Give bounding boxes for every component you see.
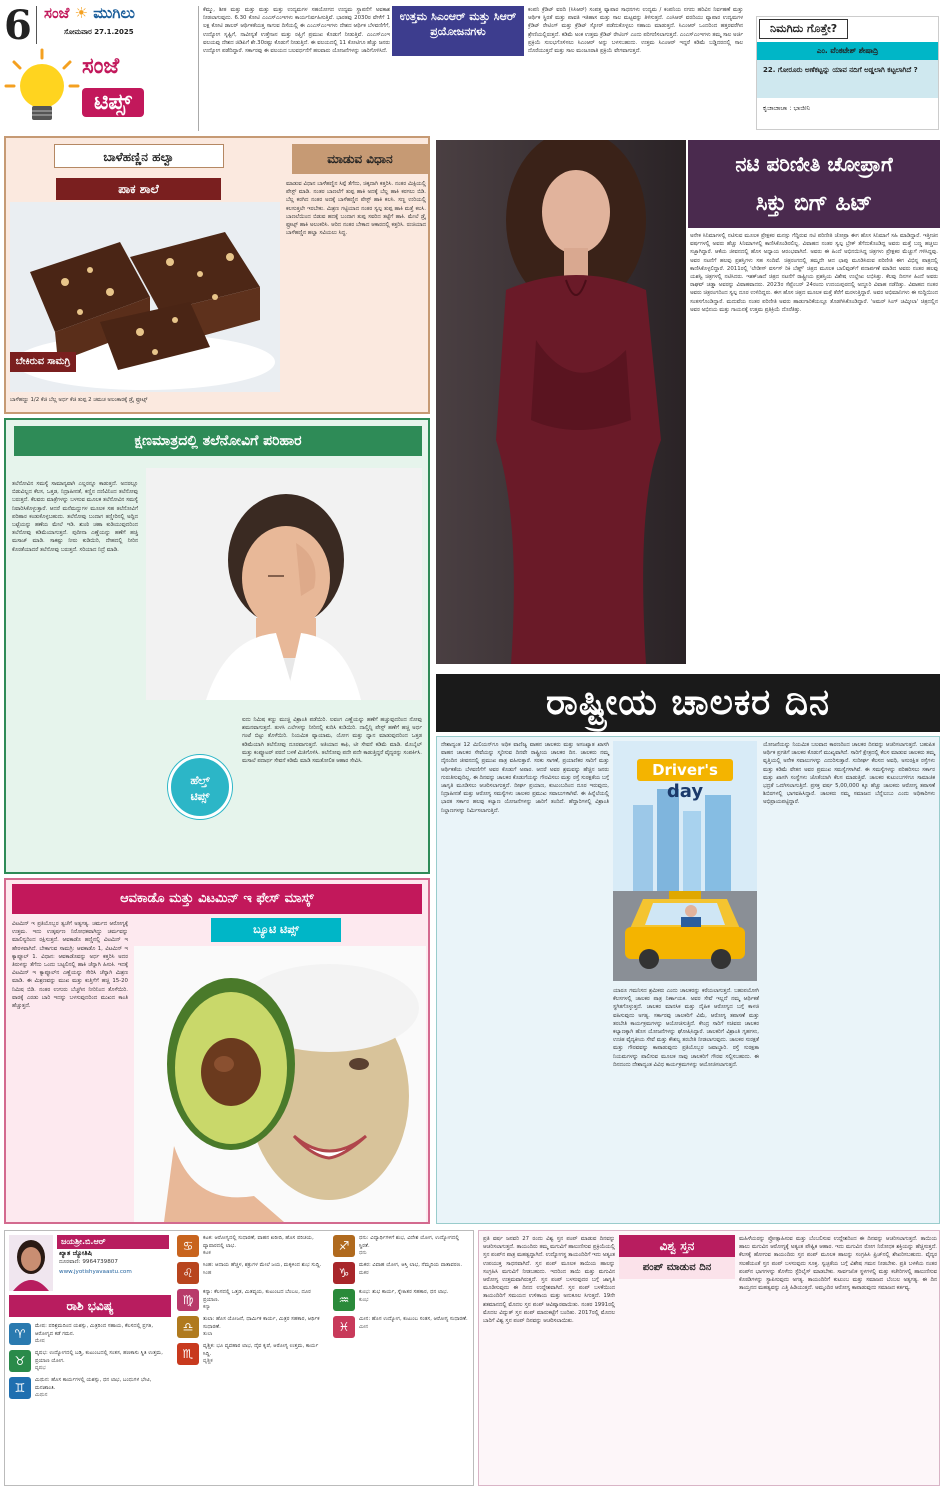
crab-icon: ♋ <box>177 1235 199 1257</box>
horoscope-sign-text: ವೃಶ್ಚಿಕ: ಭೂ ವ್ಯವಹಾರ ಲಾಭ, ದೈವ ಕೃಪೆ, ಆರೋಗ್ಯ ಉತ್ತಮ, ಕಾರ್ಯ ಸಿದ್ಧಿ. <box>203 1343 319 1357</box>
ingredients-text: ಬಾಳೆಹಣ್ಣು 1/2 ಕೆಜಿ ಬೆಲ್ಲ ಅರ್ಧ ಕೆಜಿ ತುಪ್ಪ 2 ಚಮಚ ಅಲಂಕಾರಕ್ಕೆ ಡ್ರೈ ಫ್ರೂಟ್ಸ್ <box>10 397 148 403</box>
astrologer-website[interactable]: www.jyotishyavaastu.com <box>59 1269 132 1275</box>
horoscope-sign-text: ಮೇಷ: ಪರಿಶ್ರಮದಿಂದ ಯಶಸ್ಸು, ಮಿತ್ರರಿಂದ ಸಹಾಯ, ಕೆಲಸದಲ್ಲಿ ಪ್ರಗತಿ, ಆರೋಗ್ಯದ ಕಡೆ ಗಮನ. <box>35 1323 154 1337</box>
quiz-author: ಎಂ. ವೆಂಕಟೇಶ್ ಶೇಷಾದ್ರಿ <box>757 42 938 60</box>
horoscope-sign-name: ಮೀನ <box>359 1323 369 1330</box>
parineeti-headline: ನಟಿ ಪರಿಣೀತಿ ಚೋಪ್ರಾಗೆ ಸಿಕ್ತು ಬಿಗ್ ಹಿಟ್ <box>688 140 940 228</box>
horoscope-sign-10 <box>333 1262 471 1284</box>
horoscope-sign-5 <box>177 1262 327 1284</box>
astrologer-phone: ದೂರವಾಣಿ: 9964739807 <box>59 1259 118 1265</box>
horoscope-sign-9 <box>333 1235 471 1257</box>
quiz-question: 22. ಗೋರೂರು ಅಣೆಕಟ್ಟನ್ನು ಯಾವ ನದಿಗೆ ಅಡ್ಡಲಾಗಿ ಕಟ್ಟಲಾಗಿದೆ ? <box>757 60 938 98</box>
twins-icon: ♊ <box>9 1377 31 1399</box>
facemask-title: ಆವಕಾಡೊ ಮತ್ತು ವಿಟಮಿನ್ ಇ ಫೇಸ್ ಮಾಸ್ಕ್ <box>12 884 422 914</box>
headache-photo <box>146 468 422 700</box>
breast-pump-col-2: ಮಹಿಳೆಯರನ್ನು ಪ್ರೋತ್ಸಾಹಿಸುವ ಮತ್ತು ಬೆಂಬಲಿಸುವ ಉದ್ದೇಶದಿಂದ ಈ ದಿನವನ್ನು ಆಚರಿಸಲಾಗುತ್ತದೆ. ತಾಯಿಯ ಹಾಲು ಮಗುವಿನ ಆರೋಗ್ಯಕ್ಕೆ ಅತ್ಯಂತ ಪೌಷ್ಟಿಕ ಆಹಾರ. ಇದು ಮಗುವಿನ ರೋಗ ನಿರೋಧಕ ಶಕ್ತಿಯನ್ನು ಹೆಚ್ಚಿಸುತ್ತದೆ. ಕೆಲಸಕ್ಕೆ ಹೋಗುವ ತಾಯಂದಿರು ಸ್ತನ ಪಂಪ್ ಮೂಲಕ ಹಾಲನ್ನು ಸಂಗ್ರಹಿಸಿ ಫ್ರಿಜ್‌ನಲ್ಲಿ ಶೇಖರಿಸಬಹುದು. ವೈದ್ಯರ ಸಲಹೆಯಂತೆ ಸ್ತನ ಪಂಪ್ ಬಳಸುವುದು ಸೂಕ್ತ. ಸ್ವಚ್ಛತೆಯ ಬಗ್ಗೆ ವಿಶೇಷ ಗಮನ ನೀಡಬೇಕು. ಪ್ರತಿ ಬಳಕೆಯ ನಂತರ ಪಂಪ್‌ನ ಭಾಗಗಳನ್ನು ತೊಳೆದು ಸ್ಟೆರಿಲೈಸ್ ಮಾಡಬೇಕು. ಸಾರ್ವಜನಿಕ ಸ್ಥಳಗಳಲ್ಲಿ ಮತ್ತು ಕಚೇರಿಗಳಲ್ಲಿ ಹಾಲುಣಿಸುವ ಕೊಠಡಿಗಳನ್ನು ಸ್ಥಾಪಿಸುವುದು ಅಗತ್ಯ. ತಾಯಂದಿರಿಗೆ ಕುಟುಂಬ ಮತ್ತು ಸಮಾಜದ ಬೆಂಬಲ ಅತ್ಯಗತ್ಯ. ಈ ದಿನ ತಾಯ್ತನದ ಮಹತ್ವವನ್ನು ಎತ್ತಿ ಹಿಡಿಯುತ್ತದೆ. ಅಮ್ಮಂದಿರ ಆರೋಗ್ಯ ಕಾಪಾಡುವುದು ಸಮಾಜದ ಕರ್ತವ್ಯ. <box>739 1236 937 1292</box>
astrologer-designation: ಖ್ಯಾತ ಜ್ಯೋತಿಷಿ <box>59 1249 93 1257</box>
horoscope-sign-2 <box>9 1350 171 1372</box>
avocado-face-photo <box>134 946 426 1222</box>
quiz-answer: ಕೃಜಾಜಾಚಾ : ಭಾಜೀನಿ <box>763 104 811 112</box>
horoscope-sign-text: ಮೀನ: ಹೊಸ ಉದ್ಯೋಗ, ಕುಟುಂಬ ಸಂತಸ, ಆರೋಗ್ಯ ಸುಧಾರಣೆ. <box>359 1316 468 1322</box>
horoscope-sign-3 <box>9 1377 171 1399</box>
goat-icon: ♑ <box>333 1262 355 1284</box>
horoscope-sign-6 <box>177 1289 327 1311</box>
section-title: ಸಂಜೆ <box>82 54 120 79</box>
facemask-text: ವಿಟಮಿನ್ ಇ ಪ್ರತಿಯೊಬ್ಬರ ತ್ವಚೆಗೆ ಅತ್ಯಗತ್ಯ. ಚರ್ಮದ ಆರೋಗ್ಯಕ್ಕೆ ಉತ್ತಮ. ಇದು ಉತ್ಕರ್ಷಣ ನಿರೋಧಕವಾಗಿದ್ದು ಚರ್ಮವನ್ನು ಮಾಲಿನ್ಯದಿಂದ ರಕ್ಷಿಸುತ್ತದೆ. ಆವಕಾಡೊ ಹಣ್ಣಿನಲ್ಲಿ ವಿಟಮಿನ್ ಇ ಹೇರಳವಾಗಿದೆ. ಬೇಕಾಗುವ ಸಾಮಗ್ರಿ: ಆವಕಾಡೊ 1, ವಿಟಮಿನ್ ಇ ಕ್ಯಾಪ್ಸೂಲ್ 1. ವಿಧಾನ: ಆವಕಾಡೊವನ್ನು ಅರ್ಧ ಕತ್ತರಿಸಿ ಅದರ ತಿರುಳನ್ನು ತೆಗೆದು ಒಂದು ಬಟ್ಟಲಿನಲ್ಲಿ ಹಾಕಿ ಚೆನ್ನಾಗಿ ಹಿಸುಕಿ. ಇದಕ್ಕೆ ವಿಟಮಿನ್ ಇ ಕ್ಯಾಪ್ಸೂಲ್‌ನ ಎಣ್ಣೆಯನ್ನು ಸೇರಿಸಿ ಚೆನ್ನಾಗಿ ಮಿಶ್ರಣ ಮಾಡಿ. ಈ ಮಿಶ್ರಣವನ್ನು ಮುಖ ಮತ್ತು ಕುತ್ತಿಗೆಗೆ ಹಚ್ಚಿ 15-20 ನಿಮಿಷ ಬಿಡಿ. ನಂತರ ಉಗುರು ಬೆಚ್ಚಗಿನ ನೀರಿನಿಂದ ತೊಳೆಯಿರಿ. ವಾರಕ್ಕೆ ಎರಡು ಬಾರಿ ಇದನ್ನು ಬಳಸುವುದರಿಂದ ಮುಖದ ಕಾಂತಿ ಹೆಚ್ಚುತ್ತದೆ. <box>12 921 128 1010</box>
drivers-day-body-wrap <box>436 736 940 1224</box>
quiz-box <box>756 16 939 130</box>
recipe-method-text: ಮಾಡುವ ವಿಧಾನ ಬಾಳೆಹಣ್ಣಿನ ಸಿಪ್ಪೆ ತೆಗೆದು, ಚಿಕ್ಕದಾಗಿ ಕತ್ತರಿಸಿ. ನಂತರ ಮಿಕ್ಸಿಯಲ್ಲಿ ಪೇಸ್ಟ್ ಮಾಡಿ. ನಂತರ ಬಾಣಲೆಗೆ ತುಪ್ಪ ಹಾಕಿ ಅದಕ್ಕೆ ಬೆಲ್ಲ ಹಾಕಿ ಕರಗಲು ಬಿಡಿ. ಬೆಲ್ಲ ಕರಗಿದ ನಂತರ ಅದಕ್ಕೆ ಬಾಳೆಹಣ್ಣಿನ ಪೇಸ್ಟ್ ಹಾಕಿ ಕಲಸಿ. ಸಣ್ಣ ಉರಿಯಲ್ಲಿ ಕಲಸುತ್ತಲೇ ಇರಬೇಕು. ಮಿಶ್ರಣ ಗಟ್ಟಿಯಾದ ನಂತರ ಸ್ವಲ್ಪ ತುಪ್ಪ ಹಾಕಿ ಮತ್ತೆ ಕಲಸಿ. ಬಾಣಲೆಯಿಂದ ಬಿಡುವ ಹದಕ್ಕೆ ಬಂದಾಗ ತುಪ್ಪ ಸವರಿದ ತಟ್ಟೆಗೆ ಹಾಕಿ. ಮೇಲೆ ಡ್ರೈ ಫ್ರೂಟ್ಸ್ ಹಾಕಿ ಅಲಂಕರಿಸಿ. ಆರಿದ ನಂತರ ಬೇಕಾದ ಆಕಾರದಲ್ಲಿ ಕತ್ತರಿಸಿ. ರುಚಿಯಾದ ಬಾಳೆಹಣ್ಣಿನ ಹಲ್ವಾ ಸವಿಯಲು ಸಿದ್ಧ. <box>286 181 426 237</box>
horoscope-sign-name: ಮೇಷ <box>35 1338 45 1344</box>
horoscope-signs-col-3 <box>333 1235 471 1343</box>
horoscope-sign-name: ಮಕರ <box>359 1269 369 1276</box>
horoscope-signs-col-1 <box>9 1323 171 1404</box>
breast-pump-headline: ವಿಶ್ವ ಸ್ತನ ಪಂಪ್ ಮಾಡುವ ದಿನ <box>619 1235 735 1287</box>
top-story-headline: ಉತ್ತಮ ಸಿಎಂಆರ್ ಮತ್ತು ಸಿಆರ್ ಪ್ರಯೋಜನಗಳು <box>392 6 524 56</box>
ingredients-title: ಬೇಕಿರುವ ಸಾಮಗ್ರಿ <box>10 352 76 372</box>
scales-icon: ♎ <box>177 1316 199 1338</box>
horoscope-sign-name: ವೃಷಭ <box>35 1365 46 1371</box>
horoscope-sign-text: ಸಿಂಹ: ಆದಾಯ ಹೆಚ್ಚಳ, ಶತ್ರುಗಳ ಮೇಲೆ ಜಯ, ಮಕ್ಕಳಿಂದ ಶುಭ ಸುದ್ದಿ. <box>203 1262 322 1268</box>
recipe-title: ಬಾಳೆಹಣ್ಣಿನ ಹಲ್ವಾ <box>54 144 224 168</box>
horoscope-sign-name: ವೃಶ್ಚಿಕ <box>203 1358 213 1364</box>
astrologer-name: ಜಯಶ್ರೀ.ಬಿ.ಆರ್ <box>57 1235 169 1249</box>
archer-icon: ♐ <box>333 1235 355 1257</box>
scorpion-icon: ♏ <box>177 1343 199 1365</box>
top-story-body: ಕಂಪನಿ ಕ್ರೆಡಿಟ್ ವರದಿ (ಸಿಸಿಆರ್) ಸಂಪತ್ತ ವ್ಯಾಪಾರ ಸಾಧನಗಳು ಉದ್ಯಮ / ಕಂಪನಿಯ ನಗದು ಹರಿವಿನ ನಿರ್ವಹಣೆ ಮತ್ತು ಆರ್ಥಿಕ ಸ್ಥಿರತೆ ಮತ್ತು ಪಾವತಿ ಇತಿಹಾಸ ಮತ್ತು ಸಾಲ ಮಟ್ಟವನ್ನು ತಿಳಿಸುತ್ತದೆ. ಎಂಸಿಆರ್ ವರದಿಯು ವ್ಯಾಪಾರ ಉದ್ಯಮಗಳ ಕ್ರೆಡಿಟ್ ರೇಟಿಂಗ್ ಮತ್ತು ಕ್ರೆಡಿಟ್ ಸ್ಕೋರ್ ಪಡೆದುಕೊಳ್ಳಲು ಸಹಾಯ ಮಾಡುತ್ತದೆ. ಸಿಎಂಆರ್ ಒಂದರಿಂದ ಹತ್ತರವರೆಗಿನ ಶ್ರೇಣಿಯಲ್ಲಿರುತ್ತದೆ. ಕಡಿಮೆ ಅಂಕ ಉತ್ತಮ ಕ್ರೆಡಿಟ್ ರೇಟಿಂಗ್ ಎಂದು ಪರಿಗಣಿಸಲಾಗುತ್ತದೆ. ಎಂಎಸ್‌ಎಂಇಗಳು ತಮ್ಮ ಸಾಲ ಅರ್ಜಿ ಪ್ರಕ್ರಿಯೆ ಸುಲಭಗೊಳಿಸಲು ಸಿಎಂಆರ್ ಅನ್ನು ಬಳಸಬಹುದು. ಉತ್ತಮ ಸಿಎಂಆರ್ ಇದ್ದರೆ ಕಡಿಮೆ ಬಡ್ಡಿದರದಲ್ಲಿ ಸಾಲ ದೊರೆಯುತ್ತದೆ ಮತ್ತು ಸಾಲ ಮಂಜೂರಾತಿ ಪ್ರಕ್ರಿಯೆ ವೇಗವಾಗುತ್ತದೆ. <box>528 7 743 55</box>
beauty-tips-badge: ಬ್ಯೂಟಿ ಟಿಪ್ಸ್ <box>211 918 341 942</box>
horoscope-sign-name: ತುಲಾ <box>203 1331 213 1337</box>
maiden-icon: ♍ <box>177 1289 199 1311</box>
drivers-day-badge: Driver's day <box>637 759 733 815</box>
facemask-section <box>4 878 430 1224</box>
horoscope-sign-name: ಮಿಥುನ <box>35 1392 48 1398</box>
sun-logo-icon: ☀ <box>74 4 88 22</box>
horoscope-sign-text: ಕಟಕ: ಆರೋಗ್ಯದಲ್ಲಿ ಸುಧಾರಣೆ, ವಾಹನ ಖರೀದಿ, ಹೊಸ ಪರಿಚಯ, ವ್ಯಾಪಾರದಲ್ಲಿ ಲಾಭ. <box>203 1235 314 1249</box>
parineeti-photo <box>436 140 686 664</box>
paper-name: ಸಂಜೆ ☀ ಮುಗಿಲು <box>44 4 135 22</box>
headache-section <box>4 418 430 874</box>
horoscope-sign-name: ಕುಂಭ <box>359 1296 369 1303</box>
drivers-day-col-1: ದೇಶಾದ್ಯಂತ 12 ಮಿಲಿಯನ್‌ಗೂ ಅಧಿಕ ವಾಣಿಜ್ಯ ವಾಹನ ಚಾಲಕರು ಮತ್ತು ಅಸಂಖ್ಯಾತ ಖಾಸಗಿ ವಾಹನ ಚಾಲಕರ ಸೇವೆಯನ್ನು ಸ್ಮರಿಸುವ ದಿನವೇ ರಾಷ್ಟ್ರೀಯ ಚಾಲಕರ ದಿನ. ಚಾಲಕರು ನಮ್ಮ ದೈನಂದಿನ ಜೀವನದಲ್ಲಿ ಪ್ರಮುಖ ಪಾತ್ರ ವಹಿಸುತ್ತಾರೆ. ಸರಕು ಸಾಗಣೆ, ಪ್ರಯಾಣಿಕರ ಸಾರಿಗೆ ಮತ್ತು ಆರ್ಥಿಕತೆಯ ಬೆಳವಣಿಗೆಗೆ ಅವರ ಕೊಡುಗೆ ಅಪಾರ. ಆದರೆ ಅವರ ಶ್ರಮವನ್ನು ಹೆಚ್ಚಿನ ಜನರು ಗುರುತಿಸುವುದಿಲ್ಲ. ಈ ದಿನವನ್ನು ಚಾಲಕರ ಕೊಡುಗೆಯನ್ನು ಗೌರವಿಸಲು ಮತ್ತು ರಸ್ತೆ ಸುರಕ್ಷತೆಯ ಬಗ್ಗೆ ಜಾಗೃತಿ ಮೂಡಿಸಲು ಆಚರಿಸಲಾಗುತ್ತದೆ. ದೀರ್ಘ ಪ್ರಯಾಣ, ಕುಟುಂಬದಿಂದ ದೂರ ಇರುವುದು, ನಿದ್ರಾಹೀನತೆ ಮತ್ತು ಆರೋಗ್ಯ ಸಮಸ್ಯೆಗಳು ಚಾಲಕರ ಪ್ರಮುಖ ಸವಾಲುಗಳಾಗಿವೆ. ಈ ಹಿನ್ನೆಲೆಯಲ್ಲಿ ಭಾರತ ಸರ್ಕಾರ ಹಲವು ಕಲ್ಯಾಣ ಯೋಜನೆಗಳನ್ನು ಜಾರಿಗೆ ತಂದಿದೆ. ಹೆದ್ದಾರಿಗಳಲ್ಲಿ ವಿಶ್ರಾಂತಿ ನಿಲ್ದಾಣಗಳನ್ನು ನಿರ್ಮಿಸಲಾಗುತ್ತಿದೆ. <box>441 742 609 814</box>
horoscope-sign-name: ಕನ್ಯಾ <box>203 1304 211 1310</box>
headache-title: ಕ್ಷಣಮಾತ್ರದಲ್ಲಿ ತಲೆನೋವಿಗೆ ಪರಿಹಾರ <box>14 426 422 456</box>
horoscope-sign-12 <box>333 1316 471 1338</box>
quiz-title: ನಿಮಗಿದು ಗೊತ್ತೇ? <box>759 19 848 39</box>
ram-icon: ♈ <box>9 1323 31 1345</box>
pot-icon: ♒ <box>333 1289 355 1311</box>
parineeti-photo-wrap <box>436 140 686 664</box>
health-tips-badge: ಹೆಲ್ತ್ ಟಿಪ್ಸ್ <box>168 755 232 819</box>
horoscope-sign-1 <box>9 1323 171 1345</box>
horoscope-sign-text: ಧನು: ವಿದ್ಯಾರ್ಥಿಗಳಿಗೆ ಶುಭ, ವಿದೇಶ ಯೋಗ, ಉದ್ಯೋಗದಲ್ಲಿ ಸ್ಥಿರತೆ. <box>359 1235 460 1249</box>
section-subtitle: ಟಿಪ್ಸ್ <box>82 88 144 117</box>
breast-pump-section <box>478 1230 940 1486</box>
recipe-section <box>4 136 430 414</box>
horoscope-sign-text: ವೃಷಭ: ಉದ್ಯೋಗದಲ್ಲಿ ಬಡ್ತಿ, ಕುಟುಂಬದಲ್ಲಿ ಸಂತಸ, ಹಣಕಾಸು ಸ್ಥಿತಿ ಉತ್ತಮ, ಪ್ರಯಾಣ ಯೋಗ. <box>35 1350 163 1364</box>
page-number: 6 <box>4 2 32 49</box>
headache-bottom-text: ಐದು ನಿಮಿಷ ಕಣ್ಣು ಮುಚ್ಚಿ ವಿಶ್ರಾಂತಿ ಪಡೆಯಿರಿ. ಲವಂಗ ಎಣ್ಣೆಯನ್ನು ಹಣೆಗೆ ಹಚ್ಚುವುದರಿಂದ ನೋವು ಶಮನವಾಗುತ್ತದೆ. ತುಳಸಿ ಎಲೆಗಳನ್ನು ನೀರಿನಲ್ಲಿ ಕುದಿಸಿ ಕುಡಿಯಿರಿ. ದಾಲ್ಚಿನ್ನಿ ಪೇಸ್ಟ್ ಹಣೆಗೆ ಹಚ್ಚಿ ಅರ್ಧ ಗಂಟೆ ಬಿಟ್ಟು ತೊಳೆಯಿರಿ. ನಿಯಮಿತ ವ್ಯಾಯಾಮ, ಯೋಗ ಮತ್ತು ಧ್ಯಾನ ಮಾಡುವುದರಿಂದ ಒತ್ತಡ ಕಡಿಮೆಯಾಗಿ ತಲೆನೋವು ದೂರವಾಗುತ್ತದೆ. ಅತಿಯಾದ ಕಾಫಿ, ಟೀ ಸೇವನೆ ಕಡಿಮೆ ಮಾಡಿ. ಮೊಬೈಲ್ ಮತ್ತು ಕಂಪ್ಯೂಟರ್ ಪರದೆ ಬಳಕೆ ಮಿತಿಗೊಳಿಸಿ. ತಲೆನೋವು ಪದೇ ಪದೇ ಕಾಡುತ್ತಿದ್ದರೆ ವೈದ್ಯರನ್ನು ಸಂಪರ್ಕಿಸಿ. ಮಸಾಲೆ ಪದಾರ್ಥ ಸೇವನೆ ಕಡಿಮೆ ಮಾಡಿ ಸಮತೋಲಿತ ಆಹಾರ ಸೇವಿಸಿ. <box>242 717 422 765</box>
headache-left-text: ತಲೆನೋವಿನ ಸಮಸ್ಯೆ ಸಾಮಾನ್ಯವಾಗಿ ಎಲ್ಲರನ್ನೂ ಕಾಡುತ್ತದೆ. ಅದರಲ್ಲೂ ಬಿಡುವಿಲ್ಲದ ಕೆಲಸ, ಒತ್ತಡ, ನಿದ್ರಾಹೀನತೆ, ಕಣ್ಣಿನ ದಣಿವಿನಿಂದ ತಲೆನೋವು ಬರುತ್ತದೆ. ಕೆಲವರು ಮಾತ್ರೆಗಳನ್ನು ಬಳಸುವ ಮೂಲಕ ತಲೆನೋವಿನ ಸಮಸ್ಯೆ ನಿವಾರಿಸಿಕೊಳ್ಳುತ್ತಾರೆ. ಆದರೆ ಮನೆಮದ್ದುಗಳ ಮೂಲಕ ಸಹ ತಲೆನೋವಿಗೆ ಪರಿಹಾರ ಕಂಡುಕೊಳ್ಳಬಹುದು. ತಲೆನೋವು ಬಂದಾಗ ತಣ್ಣೀರಿನಲ್ಲಿ ಅದ್ದಿದ ಬಟ್ಟೆಯನ್ನು ಹಣೆಯ ಮೇಲೆ ಇಡಿ. ಶುಂಠಿ ಚಹಾ ಕುಡಿಯುವುದರಿಂದ ತಲೆನೋವು ಕಡಿಮೆಯಾಗುತ್ತದೆ. ಪುದೀನಾ ಎಣ್ಣೆಯನ್ನು ಹಣೆಗೆ ಹಚ್ಚಿ ಮಸಾಜ್ ಮಾಡಿ. ಸಾಕಷ್ಟು ನೀರು ಕುಡಿಯಿರಿ, ದೇಹದಲ್ಲಿ ನೀರಿನ ಕೊರತೆಯಾದರೆ ತಲೆನೋವು ಬರುತ್ತದೆ. ಸರಿಯಾದ ನಿದ್ರೆ ಮಾಡಿ. <box>12 481 138 553</box>
horoscope-sign-4 <box>177 1235 327 1257</box>
bull-icon: ♉ <box>9 1350 31 1372</box>
horoscope-sign-name: ಸಿಂಹ <box>203 1269 212 1276</box>
horoscope-sign-text: ಕನ್ಯಾ: ಕೆಲಸದಲ್ಲಿ ಒತ್ತಡ, ಮಿತವ್ಯಯ, ಕುಟುಂಬದ ಬೆಂಬಲ, ದೂರ ಪ್ರಯಾಣ. <box>203 1289 311 1303</box>
recipe-section-label: ಪಾಕ ಶಾಲೆ <box>56 178 221 200</box>
fish-icon: ♓ <box>333 1316 355 1338</box>
horoscope-sign-name: ಧನು <box>359 1250 367 1256</box>
breast-pump-col-1: ಪ್ರತಿ ವರ್ಷ ಜನವರಿ 27 ರಂದು ವಿಶ್ವ ಸ್ತನ ಪಂಪ್ ಮಾಡುವ ದಿನವನ್ನು ಆಚರಿಸಲಾಗುತ್ತದೆ. ತಾಯಂದಿರು ತಮ್ಮ ಮಗುವಿಗೆ ಹಾಲುಣಿಸುವ ಪ್ರಕ್ರಿಯೆಯಲ್ಲಿ ಸ್ತನ ಪಂಪ್‌ನ ಪಾತ್ರ ಮಹತ್ವದ್ದಾಗಿದೆ. ಉದ್ಯೋಗಸ್ಥ ತಾಯಂದಿರಿಗೆ ಇದು ಅತ್ಯಂತ ಉಪಯುಕ್ತ ಸಾಧನವಾಗಿದೆ. ಸ್ತನ ಪಂಪ್ ಮೂಲಕ ತಾಯಿಯ ಹಾಲನ್ನು ಸಂಗ್ರಹಿಸಿ ಮಗುವಿಗೆ ನೀಡಬಹುದು. ಇದರಿಂದ ತಾಯಿ ಮತ್ತು ಮಗುವಿನ ಆರೋಗ್ಯ ಉತ್ತಮವಾಗಿರುತ್ತದೆ. ಸ್ತನ ಪಂಪ್ ಬಳಸುವುದರ ಬಗ್ಗೆ ಜಾಗೃತಿ ಮೂಡಿಸುವುದು ಈ ದಿನದ ಉದ್ದೇಶವಾಗಿದೆ. ಸ್ತನ ಪಂಪ್ ಬಳಕೆಯಿಂದ ತಾಯಂದಿರಿಗೆ ಸಮಯದ ಉಳಿತಾಯ ಮತ್ತು ಅನುಕೂಲ ಸಿಗುತ್ತದೆ. 19ನೇ ಶತಮಾನದಲ್ಲಿ ಮೊದಲ ಸ್ತನ ಪಂಪ್ ಆವಿಷ್ಕಾರವಾಯಿತು. ನಂತರ 1991ರಲ್ಲಿ ಮೊದಲ ವಿದ್ಯುತ್ ಸ್ತನ ಪಂಪ್ ಮಾರುಕಟ್ಟೆಗೆ ಬಂದಿತು. 2017ರಲ್ಲಿ ಮೊದಲ ಬಾರಿಗೆ ವಿಶ್ವ ಸ್ತನ ಪಂಪ್ ದಿನವನ್ನು ಆಚರಿಸಲಾಯಿತು. <box>483 1236 615 1325</box>
horoscope-sign-text: ಮಿಥುನ: ಹೊಸ ಕಾರ್ಯಗಳಲ್ಲಿ ಯಶಸ್ಸು, ಧನ ಲಾಭ, ಬಂಧುಗಳ ಭೇಟಿ, ಮನಃಶಾಂತಿ. <box>35 1377 152 1391</box>
astrologer-photo <box>9 1235 53 1291</box>
horoscope-signs-col-2 <box>177 1235 327 1370</box>
method-title: ಮಾಡುವ ವಿಧಾನ <box>292 144 428 174</box>
horoscope-sign-8 <box>177 1343 327 1365</box>
horoscope-sign-name: ಕಟಕ <box>203 1250 211 1256</box>
masthead <box>0 0 196 130</box>
horoscope-sign-7 <box>177 1316 327 1338</box>
horoscope-sign-text: ತುಲಾ: ಹೊಸ ಯೋಜನೆ, ಧಾರ್ಮಿಕ ಕಾರ್ಯ, ಮಿತ್ರರ ಸಹಕಾರ, ಆರ್ಥಿಕ ಸುಧಾರಣೆ. <box>203 1316 320 1330</box>
drivers-day-col-2: ಯಾರೂ ಗಮನಿಸದ ಶ್ರಮಿಕರು ಎಂದು ಚಾಲಕರನ್ನು ಕರೆಯಲಾಗುತ್ತದೆ. ಬಹುಪಯೋಗಿ ಕೆಲಸಗಳಲ್ಲಿ ಚಾಲಕರ ಪಾತ್ರ ನಿರ್ಣಾಯಕ. ಅವರ ಸೇವೆ ಇಲ್ಲದೆ ನಮ್ಮ ಆರ್ಥಿಕತೆ ಸ್ಥಗಿತಗೊಳ್ಳುತ್ತದೆ. ಚಾಲಕರ ಮಾನಸಿಕ ಮತ್ತು ದೈಹಿಕ ಆರೋಗ್ಯದ ಬಗ್ಗೆ ಕಾಳಜಿ ವಹಿಸುವುದು ಅಗತ್ಯ. ಸರ್ಕಾರವು ಚಾಲಕರಿಗೆ ವಿಮೆ, ಆರೋಗ್ಯ ತಪಾಸಣೆ ಮತ್ತು ತರಬೇತಿ ಕಾರ್ಯಕ್ರಮಗಳನ್ನು ಆಯೋಜಿಸುತ್ತಿದೆ. ಕೇಂದ್ರ ಸಾರಿಗೆ ಸಚಿವರು ಚಾಲಕರ ಕಲ್ಯಾಣಕ್ಕಾಗಿ ಹೊಸ ಯೋಜನೆಗಳನ್ನು ಘೋಷಿಸಿದ್ದಾರೆ. ಚಾಲಕರಿಗೆ ವಿಶ್ರಾಂತಿ ಗೃಹಗಳು, ಉಚಿತ ವೈದ್ಯಕೀಯ ಸೇವೆ ಮತ್ತು ಕೌಶಲ್ಯ ತರಬೇತಿ ನೀಡಲಾಗುವುದು. ಚಾಲಕರ ಸುರಕ್ಷತೆ ಮತ್ತು ಗೌರವವನ್ನು ಕಾಪಾಡುವುದು ಪ್ರತಿಯೊಬ್ಬರ ಜವಾಬ್ದಾರಿ. ರಸ್ತೆ ಸುರಕ್ಷತಾ ನಿಯಮಗಳನ್ನು ಪಾಲಿಸುವ ಮೂಲಕ ನಾವು ಚಾಲಕರಿಗೆ ಗೌರವ ಸಲ್ಲಿಸಬಹುದು. ಈ ದಿನದಂದು ದೇಶಾದ್ಯಂತ ವಿವಿಧ ಕಾರ್ಯಕ್ರಮಗಳನ್ನು ಆಯೋಜಿಸಲಾಗುತ್ತದೆ. <box>613 988 759 1068</box>
horoscope-sign-text: ಕುಂಭ: ಶುಭ ಕಾರ್ಯ, ಸ್ನೇಹಿತರ ಸಹಕಾರ, ಧನ ಲಾಭ. <box>359 1289 449 1295</box>
horoscope-sign-text: ಮಕರ: ವಿವಾಹ ಯೋಗ, ಆಸ್ತಿ ಲಾಭ, ನೆಮ್ಮದಿಯ ವಾತಾವರಣ. <box>359 1262 462 1268</box>
issue-date: ಸೋಮವಾರ 27.1.2025 <box>64 28 134 36</box>
lightbulb-icon <box>4 48 80 128</box>
drivers-day-col-3: ಯೋಜನೆಯನ್ನು ನಿಯಮಿತ ಬಲವಾದ ಕಾರಣದಿಂದ ಚಾಲಕರ ದಿನವನ್ನು ಆಚರಿಸಲಾಗುತ್ತದೆ. ಬಹುಪಿತ ಆರ್ಥಿಕ ಪ್ರಗತಿಗೆ ಚಾಲಕರ ಕೊಡುಗೆ ಮುಖ್ಯವಾಗಿದೆ. ಸಾರಿಗೆ ಕ್ಷೇತ್ರದಲ್ಲಿ ಕೆಲಸ ಮಾಡುವ ಚಾಲಕರು ತಮ್ಮ ವೃತ್ತಿಯಲ್ಲಿ ಅನೇಕ ಸವಾಲುಗಳನ್ನು ಎದುರಿಸುತ್ತಾರೆ. ಸುದೀರ್ಘ ಕೆಲಸದ ಅವಧಿ, ಅಸುರಕ್ಷಿತ ರಸ್ತೆಗಳು ಮತ್ತು ಕಡಿಮೆ ವೇತನ ಅವರ ಪ್ರಮುಖ ಸಮಸ್ಯೆಗಳಾಗಿವೆ. ಈ ಸಮಸ್ಯೆಗಳನ್ನು ಪರಿಹರಿಸಲು ಸರ್ಕಾರ ಮತ್ತು ಖಾಸಗಿ ಸಂಸ್ಥೆಗಳು ಜೊತೆಯಾಗಿ ಕೆಲಸ ಮಾಡುತ್ತಿವೆ. ಚಾಲಕರ ಕುಟುಂಬಗಳಿಗೂ ಸಾಮಾಜಿಕ ಭದ್ರತೆ ಒದಗಿಸಲಾಗುತ್ತಿದೆ. ಪ್ರಸಕ್ತ ವರ್ಷ 5,00,000 ಕ್ಕೂ ಹೆಚ್ಚು ಚಾಲಕರು ಆರೋಗ್ಯ ತಪಾಸಣೆ ಶಿಬಿರಗಳಲ್ಲಿ ಭಾಗವಹಿಸಿದ್ದಾರೆ. ಚಾಲಕರು ನಮ್ಮ ಸಮಾಜದ ಬೆನ್ನೆಲುಬು ಎಂದು ಅಧಿಕಾರಿಗಳು ಅಭಿಪ್ರಾಯಪಟ್ಟಿದ್ದಾರೆ. <box>763 742 935 806</box>
horoscope-sign-11 <box>333 1289 471 1311</box>
top-story-lead: ಕೆಮ್ಮು, ಶೀತ ಮತ್ತು ಮತ್ತು ಮತ್ತು ಮತ್ತು ಉದ್ಯಮಗಳ ಸಹಯೋಗದ ಉದ್ಯಮ ಸ್ಥಾಪನೆಗೆ ಅವಕಾಶ ನೀಡಲಾಗುವುದು. 6.30 ಕೋಟಿ ಎಂಎಸ್‌ಎಂಇಗಳು ಕಾರ್ಯನಿರ್ವಹಿಸುತ್ತಿವೆ. ಭಾರತವು 2030ರ ವೇಳೆಗೆ 1 ಲಕ್ಷ ಕೋಟಿ ಡಾಲರ್ ಆರ್ಥಿಕತೆಯತ್ತ ಸಾಗುವ ದಿಸೆಯಲ್ಲಿ ಈ ಎಂಎಸ್‌ಎಂಇಗಳು ದೇಶದ ಆರ್ಥಿಕ ಬೆಳವಣಿಗೆಗೆ, ಉದ್ಯೋಗ ಸೃಷ್ಟಿಗೆ, ನಾವೀನ್ಯತೆ ಉತ್ತೇಜನ ಮತ್ತು ರಫ್ತಿಗೆ ಪ್ರಮುಖ ಕೊಡುಗೆ ನೀಡುತ್ತಿವೆ. ಎಂಎಸ್‌ಎಂಇ ವಲಯವು ದೇಶದ ಜಿಡಿಪಿಗೆ ಶೇ.30ರಷ್ಟು ಕೊಡುಗೆ ನೀಡುತ್ತಿದೆ. ಈ ವಲಯದಲ್ಲಿ 11 ಕೋಟಿಗೂ ಹೆಚ್ಚು ಜನರು ಉದ್ಯೋಗ ಪಡೆದಿದ್ದಾರೆ. ಸರ್ಕಾರವು ಈ ವಲಯದ ಬಲವರ್ಧನೆಗೆ ಹಲವಾರು ಯೋಜನೆಗಳನ್ನು ಜಾರಿಗೊಳಿಸಿದೆ. <box>198 6 390 131</box>
drivers-day-headline: ರಾಷ್ಟ್ರೀಯ ಚಾಲಕರ ದಿನ <box>436 674 940 732</box>
parineeti-body: ಅನೇಕ ಸಿನಿಮಾಗಳಲ್ಲಿ ನಟಿಸುವ ಮೂಲಕ ಪ್ರೇಕ್ಷಕರ ಮನಸ್ಸು ಗೆದ್ದಿರುವ ನಟಿ ಪರಿಣೀತಿ ಚೋಪ್ರಾ ಈಗ ಹೊಸ ಸಿನಿಮಾಗೆ ಸಹಿ ಮಾಡಿದ್ದಾರೆ. ಇತ್ತೀಚಿನ ವರ್ಷಗಳಲ್ಲಿ ಅವರು ಹೆಚ್ಚು ಸಿನಿಮಾಗಳಲ್ಲಿ ಕಾಣಿಸಿಕೊಂಡಿರಲಿಲ್ಲ. ವಿವಾಹದ ನಂತರ ಸ್ವಲ್ಪ ಬ್ರೇಕ್ ತೆಗೆದುಕೊಂಡಿದ್ದ ಅವರು ಮತ್ತೆ ಬಣ್ಣ ಹಚ್ಚಲು ಸಜ್ಜಾಗಿದ್ದಾರೆ. ಆಕೆಯ ಜೀವನದಲ್ಲಿ ಹೊಸ ಅಧ್ಯಾಯ ಆರಂಭವಾಗಿದೆ. ಅವರು ಈ ಹಿಂದೆ ಅಭಿನಯಿಸಿದ್ದ ಚಿತ್ರಗಳು ಪ್ರೇಕ್ಷಕರ ಮೆಚ್ಚುಗೆ ಗಳಿಸಿದ್ದವು. ಅವರ ನಟನೆಗೆ ಹಲವು ಪ್ರಶಸ್ತಿಗಳು ಸಹ ಸಂದಿವೆ. ಚಿತ್ರರಂಗದಲ್ಲಿ ತಮ್ಮದೇ ಆದ ಛಾಪು ಮೂಡಿಸಿರುವ ಪರಿಣೀತಿ ಈಗ ವಿಭಿನ್ನ ಪಾತ್ರದಲ್ಲಿ ಕಾಣಿಸಿಕೊಳ್ಳಲಿದ್ದಾರೆ. 2011ರಲ್ಲಿ 'ಲೇಡೀಸ್ ವರ್ಸಸ್ ರಿಕಿ ಬೆಹ್ಲ್' ಚಿತ್ರದ ಮೂಲಕ ಬಾಲಿವುಡ್‌ಗೆ ಪದಾರ್ಪಣೆ ಮಾಡಿದ ಅವರು ನಂತರ ಹಲವು ಯಶಸ್ವಿ ಚಿತ್ರಗಳಲ್ಲಿ ನಟಿಸಿದರು. ಇಶಕ್‌ಜಾದೆ ಚಿತ್ರದ ನಟನೆಗೆ ರಾಷ್ಟ್ರೀಯ ಪ್ರಶಸ್ತಿಯ ವಿಶೇಷ ಉಲ್ಲೇಖ ಲಭಿಸಿತ್ತು. ಕೆಲವು ದಿನಗಳ ಹಿಂದೆ ಅವರು ರಾಘವ್ ಚಡ್ಡಾ ಅವರನ್ನು ವಿವಾಹವಾದರು. 2023ರ ಸೆಪ್ಟೆಂಬರ್ 24ರಂದು ಉದಯಪುರದಲ್ಲಿ ಅದ್ದೂರಿ ವಿವಾಹ ನಡೆದಿತ್ತು. ವಿವಾಹದ ನಂತರ ಅವರು ಚಿತ್ರರಂಗದಿಂದ ಸ್ವಲ್ಪ ದೂರ ಉಳಿದಿದ್ದರು. ಈಗ ಹೊಸ ಚಿತ್ರದ ಮೂಲಕ ಮತ್ತೆ ತೆರೆಗೆ ಮರಳುತ್ತಿದ್ದಾರೆ. ಅವರ ಅಭಿಮಾನಿಗಳು ಈ ಸುದ್ದಿಯಿಂದ ಸಂತಸಗೊಂಡಿದ್ದಾರೆ. ಮದುವೆಯ ನಂತರ ಪರಿಣೀತಿ ಅವರು ಹಾಡುಗಾರಿಕೆಯಲ್ಲೂ ತೊಡಗಿಸಿಕೊಂಡಿದ್ದಾರೆ. 'ಅಮರ್ ಸಿಂಗ್ ಚಮ್ಕೀಲಾ' ಚಿತ್ರದಲ್ಲಿನ ಅವರ ಅಭಿನಯ ಮತ್ತು ಗಾಯನಕ್ಕೆ ಉತ್ತಮ ಪ್ರತಿಕ್ರಿಯೆ ದೊರೆತಿತ್ತು. <box>690 233 938 313</box>
horoscope-title: ರಾಶಿ ಭವಿಷ್ಯ <box>9 1295 171 1317</box>
lion-icon: ♌ <box>177 1262 199 1284</box>
horoscope-section <box>4 1230 474 1486</box>
